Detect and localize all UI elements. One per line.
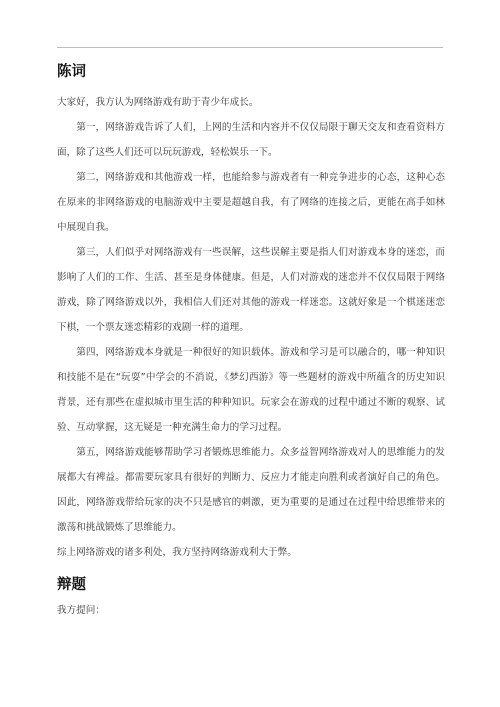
header-rule (57, 47, 443, 48)
paragraph-point-2: 第二，网络游戏和其他游戏一样，也能给参与游戏者有一种竞争进步的心态，这种心态在原来的非网络游戏的电脑游戏中主要是超越自我，有了网络的连接之后，更能在高手如林中展现自我。 (57, 172, 445, 233)
document-content (57, 59, 445, 623)
paragraph-point-3: 第三，人们似乎对网络游戏有一些误解，这些误解主要是指人们对游戏本身的迷恋，而影响了人们的工作、生活、甚至是身体健康。但是，人们对游戏的迷恋并不仅仅局限于网络游戏，除了网络游戏以外，我相信人们还对其他的游戏一样迷恋。这就好象是一个棋迷迷恋下棋，一个票友迷恋精彩的戏剧一样的道理。 (57, 247, 445, 333)
conclusion-paragraph: 综上网络游戏的诸多利处，我方坚持网络游戏利大于弊。 (57, 547, 297, 558)
paragraph-point-4: 第四，网络游戏本身就是一种很好的知识载体。游戏和学习是可以融合的，哪一种知识和技能不是在“玩耍”中学会的不消说，《梦幻西游》等一些题材的游戏中所蕴含的历史知识背景，还有那些在虚拟城市里生活的种种知识。玩家会在游戏的过程中通过不断的观察、试验、互动掌握，这无疑是一种充满生命力的学习过程。 (57, 347, 445, 433)
section-heading-debate-topic: 辩题 (57, 577, 86, 593)
question-intro: 我方提问： (57, 605, 105, 616)
section-heading-opening-statement: 陈词 (57, 64, 86, 80)
paragraph-point-1: 第一，网络游戏告诉了人们，上网的生活和内容并不仅仅局限于聊天交友和查看资料方面，除了这些人们还可以玩玩游戏，轻松娱乐一下。 (57, 122, 445, 158)
paragraph-point-5: 第五，网络游戏能够帮助学习者锻炼思维能力。众多益智网络游戏对人的思维能力的发展都大有裨益。都需要玩家具有很好的判断力、反应力才能走向胜利或者演好自己的角色。因此，网络游戏带给玩家的决不只是感官的刺激，更为重要的是通过在过程中给思维带来的激荡和挑战锻炼了思维能力。 (57, 447, 445, 533)
intro-paragraph: 大家好，我方认为网络游戏有助于青少年成长。 (57, 97, 259, 108)
